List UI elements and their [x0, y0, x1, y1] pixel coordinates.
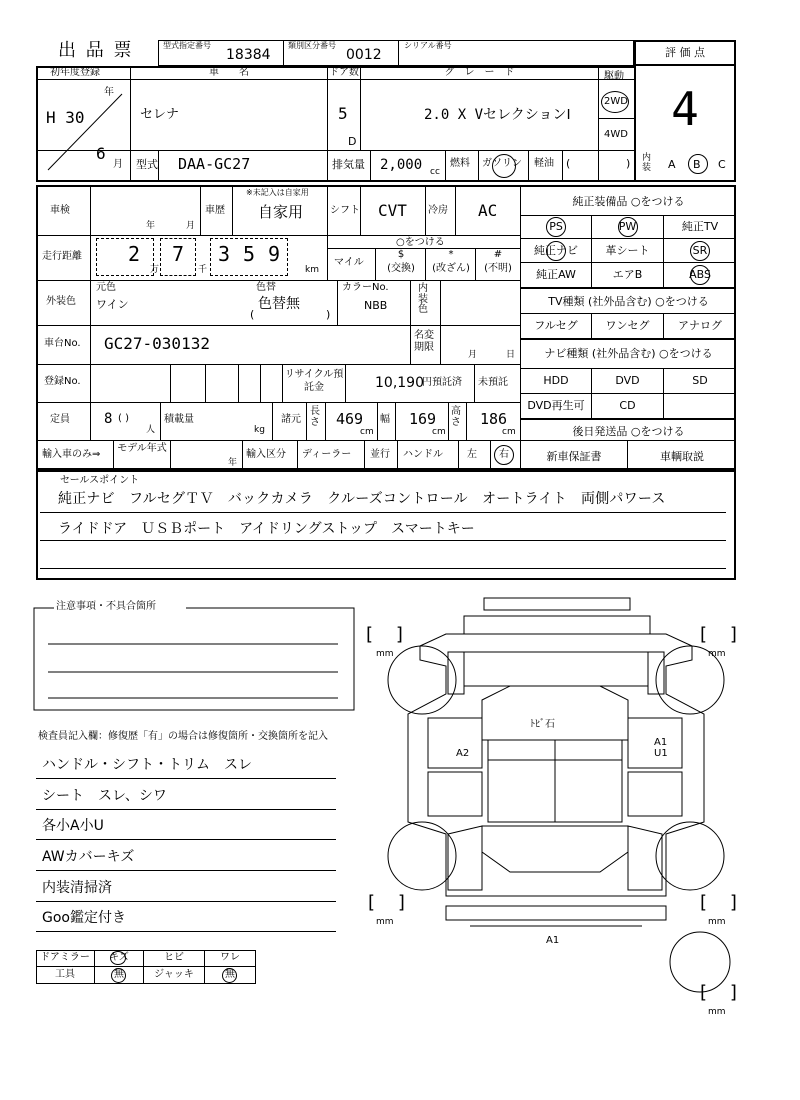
equipment-item: ABS: [689, 268, 711, 281]
recycle-no: 未預託: [478, 377, 508, 388]
tool-label: 工具: [55, 969, 75, 980]
serial-label: シリアル番号: [404, 41, 452, 50]
exterior-label: 外装色: [46, 296, 76, 307]
sales-line-2: ライドドア ＵＳＢポート アイドリングストップ スマートキー: [58, 521, 475, 537]
tread-bracket-rr: [ ]: [700, 892, 737, 913]
recycle-amount: 10,190: [375, 375, 424, 391]
note-underline: [36, 778, 336, 779]
load-kg: kg: [254, 425, 265, 435]
import-label: 輸入車のみ⇒: [42, 449, 101, 460]
handle-right: 右: [499, 449, 509, 460]
notes-bracket: [30, 601, 360, 716]
doors-sub: D: [348, 135, 357, 148]
parallel-option: 並行: [370, 449, 390, 460]
history: 自家用: [258, 203, 304, 221]
mileage-digit-5: 9: [268, 242, 281, 266]
displacement-label: 排気量: [332, 158, 365, 171]
mileage-digit-2: 7: [172, 242, 185, 266]
type-cert-value: 18384: [226, 47, 271, 63]
history-label: 車歴: [205, 205, 225, 216]
model-year-unit: 年: [228, 458, 238, 468]
inspector-note-line: AWカバーキズ: [42, 849, 135, 865]
tread-bracket-fr: [ ]: [700, 624, 737, 645]
doors: 5: [338, 104, 348, 123]
interior-a: A: [668, 158, 676, 171]
left-door-mark: A2: [456, 748, 470, 759]
nav-item: DVD再生可: [527, 399, 585, 412]
capacity-paren: ( ): [118, 413, 129, 424]
dealer-option: ディーラー: [302, 449, 352, 460]
equipment-item: エアB: [612, 268, 643, 281]
model-label: 型式: [136, 158, 158, 171]
jack-label: ジャッキ: [154, 969, 194, 980]
tread-bracket-spare: [ ]: [700, 982, 737, 1003]
year-unit: 年: [104, 87, 114, 98]
car-damage-diagram: [360, 590, 800, 1020]
mileage-label: 走行距離: [42, 251, 82, 262]
mileage-mark-label: ○をつける: [396, 237, 445, 248]
form-title: 出 品 票: [58, 40, 134, 61]
inspection-year-unit: 年: [146, 221, 156, 231]
interior-c: C: [718, 158, 726, 171]
grade: 2.0 X VセレクションⅠ: [424, 107, 571, 123]
name-change-month-unit: 月: [468, 350, 478, 360]
inspector-label: 検査員記入欄：修復歴「有」の場合は修復箇所・交換箇所を記入: [38, 731, 328, 742]
name-change-label: 名変期限: [414, 330, 434, 353]
unknown-option: (不明): [484, 263, 512, 274]
equipment-item: PW: [618, 220, 637, 233]
category-value: 0012: [346, 47, 382, 63]
history-note: ※未記入は自家用: [246, 188, 309, 197]
tv-item: アナログ: [678, 319, 722, 332]
nav-item: DVD: [615, 374, 640, 387]
orig-color-label: 元色: [96, 282, 116, 293]
equipment-item: 純正ナビ: [534, 244, 578, 257]
length-label: 長さ: [310, 406, 320, 428]
chassis-no: GC27-030132: [104, 334, 210, 353]
mirror-crack: ヒビ: [164, 952, 184, 963]
unknown-symbol: #: [493, 249, 503, 260]
mileage-digit-1: 2: [128, 242, 141, 266]
note-underline: [36, 809, 336, 810]
equipment-item: 革シート: [605, 244, 650, 257]
tv-item: ワンセグ: [605, 319, 650, 332]
chassis-label: 車台No.: [44, 338, 81, 349]
tread-fl-unit: mm: [376, 649, 394, 659]
width-label: 幅: [380, 414, 390, 425]
sales-label: セールスポイント: [60, 475, 140, 486]
tread-fr-unit: mm: [708, 649, 726, 659]
nav-item: SD: [692, 374, 708, 387]
tool-value: 無: [114, 969, 124, 980]
recycle-label: リサイクル預託金: [284, 369, 344, 393]
reg-no-label: 登録No.: [44, 376, 81, 387]
mile-option: マイル: [334, 257, 364, 268]
note-underline: [36, 931, 336, 932]
inspector-note-line: 各小A小U: [42, 818, 104, 834]
shift-label: シフト: [330, 205, 360, 216]
first-reg-month: 6: [96, 144, 106, 163]
equipment-circle: [546, 217, 566, 237]
inspection-label: 車検: [50, 205, 70, 216]
tread-rl-unit: mm: [376, 917, 394, 927]
tv-item: フルセグ: [534, 319, 578, 332]
handle-label: ハンドル: [403, 449, 443, 460]
month-unit: 月: [113, 159, 123, 170]
mirror-label: ドアミラー: [40, 952, 90, 963]
category-label: 類別区分番号: [288, 41, 336, 50]
width-unit: cm: [432, 427, 446, 437]
mirror-scratch: キズ: [109, 952, 129, 963]
later-manual: 車輌取説: [660, 450, 704, 463]
color-no: NBB: [364, 299, 388, 312]
equipment-title: 純正装備品 ○をつける: [572, 195, 685, 208]
model: DAA-GC27: [178, 155, 251, 173]
handle-right-circle: [494, 445, 514, 465]
fuel-diesel: 軽油: [534, 158, 554, 169]
car-name-label: 車 名: [209, 67, 249, 78]
tread-rr-unit: mm: [708, 917, 726, 927]
car-name: セレナ: [140, 107, 180, 122]
interior-b: B: [693, 158, 701, 171]
fuel-gas: ガソリン: [482, 158, 522, 169]
type-cert-label: 型式指定番号: [163, 41, 211, 50]
mileage-digit-4: 5: [243, 242, 256, 266]
later-title: 後日発送品 ○をつける: [572, 425, 685, 438]
capacity-label: 定員: [50, 414, 70, 425]
inspector-note-line: シート スレ、シワ: [42, 788, 167, 804]
fuel-gas-circle: [492, 154, 516, 178]
notes-label: 注意事項・不具合箇所: [56, 601, 156, 612]
ac: AC: [478, 201, 498, 220]
drive-2wd-circle: [601, 91, 629, 113]
equipment-circle: [618, 217, 638, 237]
note-underline: [36, 839, 336, 840]
drive-2wd: 2WD: [604, 96, 628, 107]
tread-bracket-rl: [ ]: [368, 892, 405, 913]
tv-title: TV種類 (社外品含む) ○をつける: [548, 295, 709, 308]
nav-item: CD: [619, 399, 636, 412]
shift: CVT: [378, 201, 407, 220]
fuel-label: 燃料: [450, 158, 470, 169]
equipment-item: 純正TV: [681, 220, 719, 233]
nav-item: HDD: [543, 374, 569, 387]
model-year-label: モデル年式: [117, 443, 167, 454]
rating-value: 4: [671, 82, 699, 136]
note-underline: [36, 870, 336, 871]
drive-4wd: 4WD: [604, 129, 628, 140]
equipment-circle: [690, 265, 710, 285]
length: 469: [336, 410, 364, 428]
mirror-break: ワレ: [220, 952, 240, 963]
km-unit: km: [305, 265, 319, 275]
sales-line-1: 純正ナビ フルセグＴＶ バックカメラ クルーズコントロール オートライト 両側パワース: [58, 491, 666, 507]
name-change-day-unit: 日: [506, 350, 516, 360]
height: 186: [480, 410, 508, 428]
displacement: 2,000: [380, 157, 423, 173]
inspector-note-line: 内装清掃済: [42, 880, 112, 896]
first-reg-label: 初年度登録: [50, 67, 100, 78]
altered-symbol: *: [448, 249, 454, 260]
int-color-label: 内装色: [418, 283, 428, 315]
orig-color: ワイン: [96, 298, 129, 311]
height-unit: cm: [502, 427, 516, 437]
doors-label: ドア数: [329, 67, 359, 78]
capacity: 8: [104, 411, 113, 427]
first-reg-era: H 30: [46, 108, 85, 127]
recycle-unit: 円預託済: [422, 377, 462, 388]
drive-label: 駆動: [604, 71, 624, 82]
grade-label: グ レ ー ド: [444, 67, 515, 78]
right-door-mark-2: U1: [654, 748, 668, 759]
note-underline: [36, 901, 336, 902]
equipment-item: 純正AW: [536, 268, 576, 281]
exchange-option: (交換): [387, 263, 415, 274]
windshield-mark: ﾄﾋﾞ石: [530, 719, 555, 730]
equipment-circle: [546, 241, 566, 261]
equipment-item: PS: [549, 220, 563, 233]
sen-unit: 千: [198, 265, 208, 275]
color-no-label: カラーNo.: [342, 282, 389, 293]
altered-option: (改ざん): [432, 263, 470, 274]
inspector-note-line: Goo鑑定付き: [42, 910, 126, 926]
person-unit: 人: [146, 425, 156, 435]
handle-left: 左: [467, 449, 477, 460]
equipment-item: SR: [692, 244, 708, 257]
width: 169: [409, 410, 437, 428]
ac-label: 冷房: [428, 205, 448, 216]
inspection-month-unit: 月: [186, 221, 196, 231]
interior-b-circle: [688, 154, 708, 174]
displacement-unit: cc: [430, 167, 440, 177]
length-unit: cm: [360, 427, 374, 437]
right-door-mark-1: A1: [654, 737, 668, 748]
mileage-digit-3: 3: [218, 242, 231, 266]
inspector-note-line: ハンドル・シフト・トリム スレ: [42, 757, 252, 773]
equipment-circle: [690, 241, 710, 261]
rating-label: 評 価 点: [665, 46, 705, 59]
exchange-symbol: $: [397, 249, 405, 260]
dims-label: 諸元: [281, 414, 301, 425]
later-warranty: 新車保証書: [546, 450, 602, 463]
height-label: 高さ: [451, 406, 461, 428]
import-div-label: 輸入区分: [246, 449, 286, 460]
color-change-label: 色替: [256, 282, 276, 293]
interior-label: 内装: [642, 153, 652, 173]
tread-spare-unit: mm: [708, 1007, 726, 1017]
load-label: 積載量: [164, 414, 194, 425]
tread-bracket-fl: [ ]: [366, 624, 403, 645]
jack-value: 無: [225, 969, 235, 980]
man-unit: 万: [150, 265, 160, 275]
nav-title: ナビ種類 (社外品含む) ○をつける: [544, 347, 713, 360]
color-change: 色替無: [258, 296, 300, 312]
rear-bumper-mark: A1: [546, 935, 560, 946]
